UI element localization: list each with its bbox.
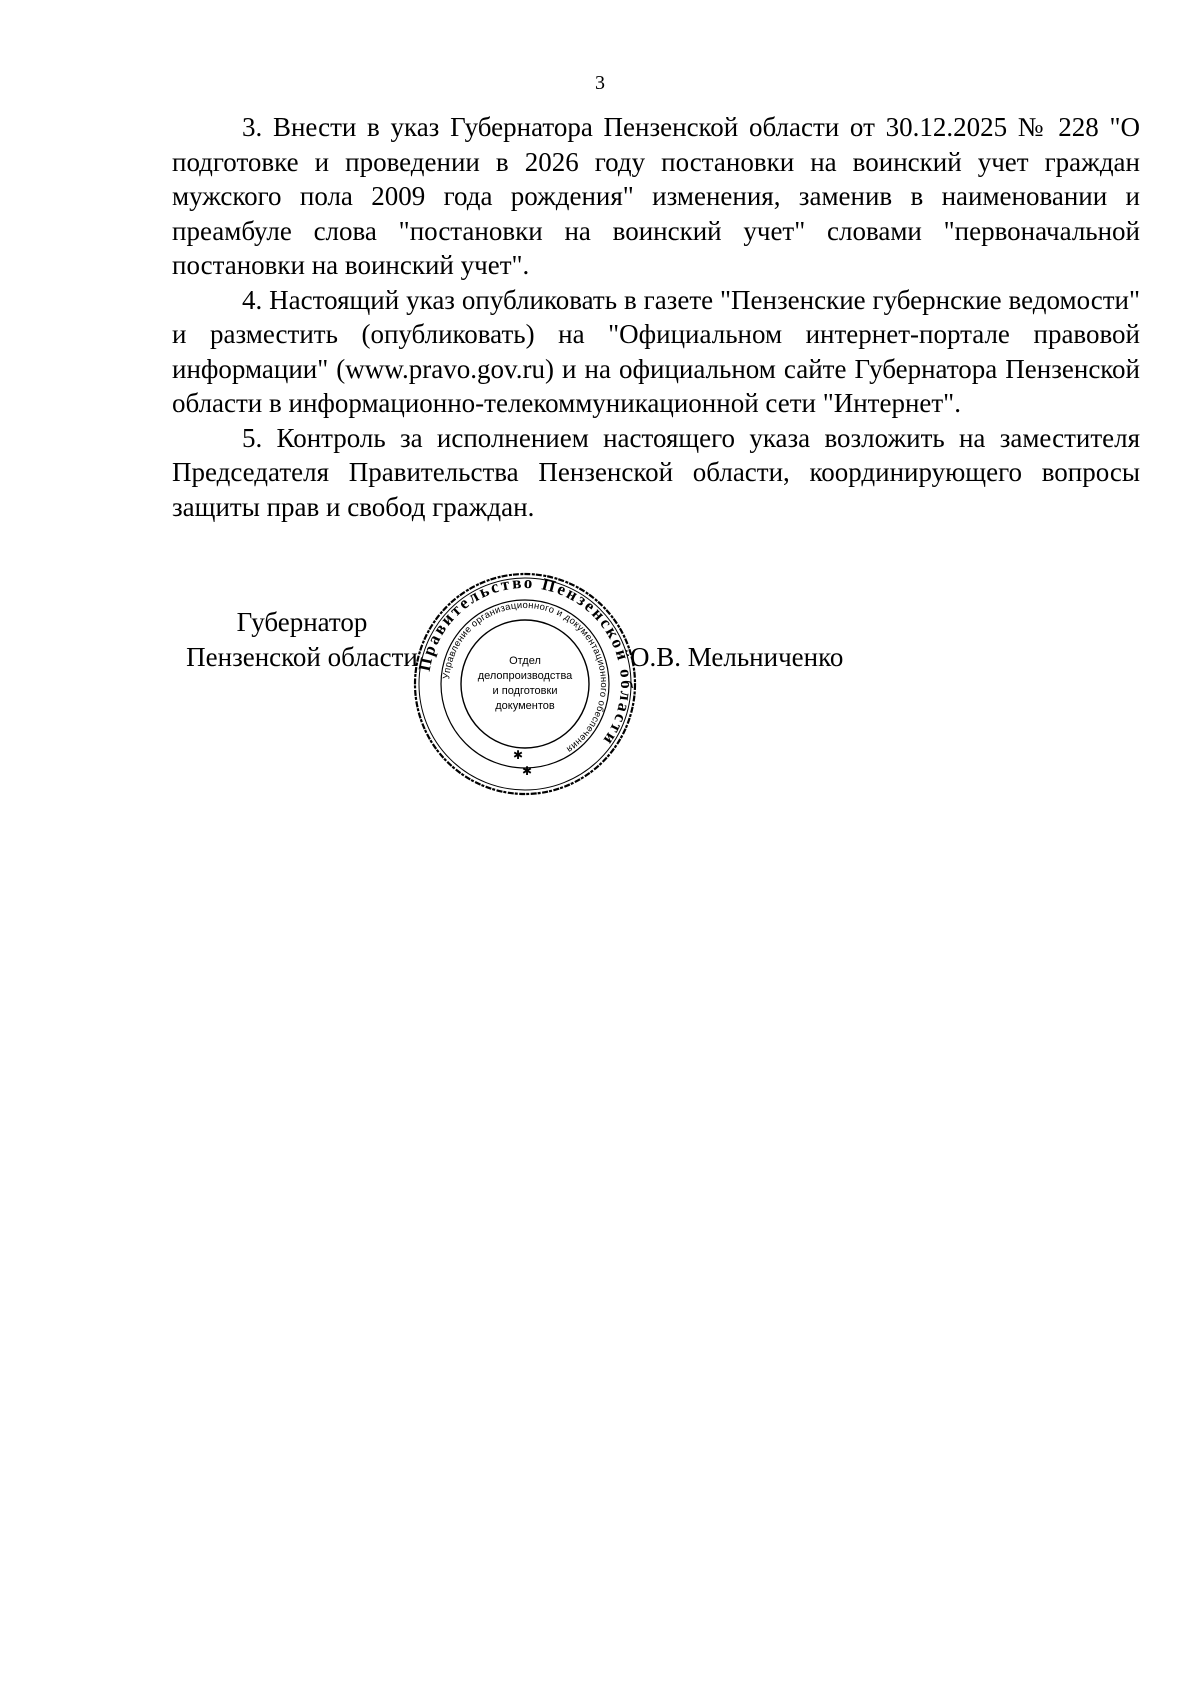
page-number: 3 — [595, 72, 605, 94]
paragraph-4: 4. Настоящий указ опубликовать в газете "Пензенские губернские ведомости" и разместить (опубликовать) на "Официальном интернет-портале правовой информации" (www.pravo.gov.ru) и на официальном сайте Губернатора Пензенской области в информационно-телекоммуникационной сети "Интернет". — [172, 284, 1140, 418]
paragraph-3: 3. Внести в указ Губернатора Пензенской области от 30.12.2025 № 228 "О подготовке и проведении в 2026 году постановки на воинский учет граждан мужского пола 2009 года рождения" изменения, заменив в наименовании и преамбуле слова "постановки на воинский учет" словами "первоначальной постановки на воинский учет". — [172, 112, 1140, 280]
signatory-title-line1: Губернатор — [236, 607, 368, 637]
seal-center-line-1: Отдел — [509, 655, 541, 667]
seal-star-icon: ✱ — [522, 764, 533, 778]
paragraph-5: 5. Контроль за исполнением настоящего указа возложить на заместителя Председателя Правительства Пензенской области, координирующего вопросы защиты прав и свобод граждан. — [172, 422, 1140, 522]
signatory-name: О.В. Мельниченко — [630, 642, 844, 672]
seal-outer-text: Правительство Пензенской области — [414, 572, 637, 751]
signatory-title-line2: Пензенской области — [186, 641, 418, 672]
seal-star-icon: ✱ — [513, 748, 524, 762]
seal-center-line-4: документов — [495, 700, 555, 712]
seal-inner-ring-text: Управление организационного и документационного обеспечения — [441, 599, 610, 755]
seal-center-line-3: и подготовки — [492, 685, 558, 697]
seal-center-line-2: делопроизводства — [477, 670, 573, 682]
document-body — [172, 110, 1140, 524]
official-seal — [412, 571, 638, 797]
signatory-title — [172, 605, 432, 674]
